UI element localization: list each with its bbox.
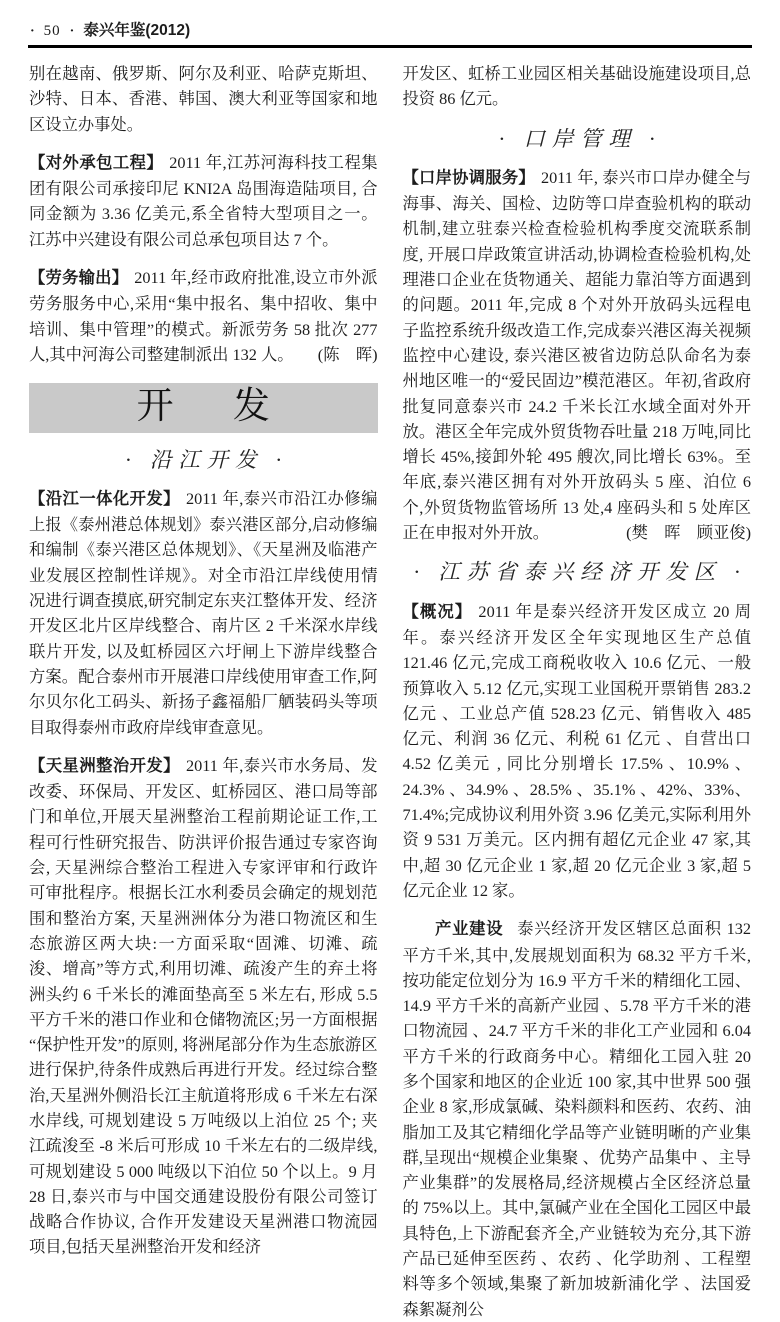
entry-riverside-integration-text: 2011 年,泰兴市沿江办修编上报《泰州港总体规划》泰兴港区部分,启动修编和编制《泰兴港区总体规划》、《天星洲及临港产业发展区控制性详规》。对全市沿江岸线使用情况进行调查摸底,研究制定东夹江整体开发、经济开发区北片区岸线整合、南片区 2 千米深水岸线联片开发, 以及虹桥园区六圩闸上下游岸线整合方案。配合泰州市开展港口岸线使用审查工作,阿尔贝尔化工码头、新扬子鑫福船厂舾装码头等项目取得泰州市政府岸线审查意见。 [29,488,378,737]
section-title-devzone: · 江苏省泰兴经济开发区 · [413,560,747,585]
right-column [403,61,752,1322]
entry-overview-label: 【概况】 [402,602,473,621]
entry-port-coordination [403,165,752,545]
section-title-port-management: · 口岸管理 · [498,126,662,151]
two-column-body [26,48,754,1322]
entry-tianxingzhou-text: 2011 年,泰兴市水务局、发改委、环保局、开发区、虹桥园区、港口局等部门和单位,开展天星洲整治工程前期论证工作,工程可行性研究报告、防洪评价报告通过专家咨询会, 天星洲综合整治工程进入专家评审和行政许可审批程序。根据长江水利委员会确定的规划范围和整治方案, 天星洲洲体分为港口物流区和生态旅游区两大块:一方面采取“固滩、切滩、疏浚、增高”等方式,利用切滩、疏浚产生的弃土将洲头约 6 千米长的滩面垫高至 5 米左右, 形成 5.5 平方千米的港口作业和仓储物流区;另一方面根据“保护性开发”的原则, 将洲尾部分作为生态旅游区进行保护,待条件成熟后再进行开发。经过综合整治,天星洲外侧沿长江主航道将形成 6 千米左右深水岸线, 可规划建设 5 万吨级以上泊位 25 个; 夹江疏浚至 -8 米后可形成 10 千米左右的二级岸线,可规划建设 5 000 吨级以下泊位 50 个以上。9 月 28 日,泰兴市与中国交通建设股份有限公司签订战略合作协议, 合作开发建设天星洲港口物流园项目,包括天星洲整治开发和经济 [29,755,378,1257]
byline-chen-hui: (陈 晖) [317,344,378,364]
page-header [26,10,754,45]
entry-industry-text: 泰兴经济开发区辖区总面积 132 平方千米,其中,发展规划面积为 68.32 平方千米,按功能定位划分为 16.9 平方千米的精细化工园、14.9 平方千米的高新产业园 、5.78 平方千米的港口物流园 、24.7 平方千米的非化工产业园和 6.04 平方千米的行政商务中心。精细化工园入驻 20 多个国家和地区的企业近 100 家,其中世界 500 强企业 8 家,形成氯碱、染料颜料和医药、农药、油脂加工及其它精细化学品等产业链明晰的产业集群,呈现出“规模企业集聚 、优势产品集中 、主导产业集群”的发展格局,经济规模占全区经济总量的 75%以上。其中,氯碱产业在全国化工园区中最具特色,上下游配套齐全,产业链较为充分,其下游产品已延伸至医药 、农药 、化学助剂 、工程塑料等多个领域,集聚了新加坡新浦化学 、法国爱森絮凝剂公 [402,919,751,1319]
header-bullet-left: · [30,24,35,39]
book-title: 泰兴年鉴(2012) [83,22,191,39]
entry-foreign-contract [29,150,378,252]
chapter-banner-kaifa: 开发 [29,383,378,432]
header-bullet-right: · [69,24,75,39]
entry-labor-export-text: 2011 年,经市政府批准,设立市外派劳务服务中心,采用“集中报名、集中招收、集中培训、集中管理”的模式。新派劳务 58 批次 277 人,其中河海公司整建制派出 132 人。 [29,268,378,364]
entry-port-coordination-text: 2011 年, 泰兴市口岸办健全与海事、海关、国检、边防等口岸查验机构的联动机制,建立驻泰兴检查检验机构季度交流联系制度, 开展口岸政策宣讲活动,协调检查检验机构,处理港口企业在货物通关、超能力靠泊等方面遇到的问题。2011 年,完成 8 个对外开放码头远程电子监控系统升级改造工作,完成泰兴港区海关视频监控中心建设, 泰兴港区被省边防总队命名为泰州地区唯一的“爱民固边”模范港区。年初,省政府批复同意泰兴市 24.2 千米长江水域全面对外开放。港区全年完成外贸货物吞吐量 218 万吨,同比增长 45%,接卸外轮 495 艘次,同比增长 63%。至年底,泰兴港区拥有对外开放码头 5 座、泊位 6 个,外贸货物监管场所 13 处,4 座码头和 5 处库区正在申报对外开放。 [402,167,751,543]
entry-foreign-contract-text: 2011 年,江苏河海科技工程集团有限公司承接印尼 KNI2A 岛围海造陆项目, 合同金额为 3.36 亿美元,系全省特大型项目之一。江苏中兴建设有限公司总承包项目达 7 个。 [29,152,378,249]
entry-industry-label: 产业建设 [435,920,504,939]
entry-labor-export-label: 【劳务输出】 [29,269,129,288]
section-title-riverside: · 沿江开发 · [125,447,288,472]
entry-industry [403,916,752,1322]
byline-fan-hui-gu-yajun: (樊 晖 顾亚俊) [626,523,751,543]
entry-foreign-contract-label: 【对外承包工程】 [29,153,164,172]
entry-tianxingzhou-label: 【天星洲整治开发】 [29,756,180,775]
entry-overview-text: 2011 年是泰兴经济开发区成立 20 周年。泰兴经济开发区全年实现地区生产总值 121.46 亿元,完成工商税收收入 10.6 亿元、一般预算收入 5.12 亿元,实现工业国税开票销售 283.2 亿元 、工业总产值 528.23 亿元、销售收入 485 亿元、利润 36 亿元、利税 61 亿元 、自营出口 4.52 亿美元 , 同比分别增长 17.5% 、10.9% 、24.3% 、34.9% 、28.5% 、35.1% 、42%、33%、71.4%;完成协议利用外资 3.96 亿美元,实际利用外资 9 531 万美元。区内拥有超亿元企业 47 家,其中,超 30 亿元企业 1 家,超 20 亿元企业 3 家,超 5亿元企业 12 家。 [402,601,751,900]
left-column [29,61,378,1322]
entry-tianxingzhou [29,753,378,1260]
entry-port-coordination-label: 【口岸协调服务】 [402,168,535,187]
page-number: 50 [43,23,61,39]
continued-paragraph: 别在越南、俄罗斯、阿尔及利亚、哈萨克斯坦、沙特、日本、香港、韩国、澳大利亚等国家和地区设立办事处。 [29,64,378,134]
continued-paragraph-right: 开发区、虹桥工业园区相关基础设施建设项目,总投资 86 亿元。 [402,64,751,109]
entry-overview [403,599,752,904]
entry-riverside-integration-label: 【沿江一体化开发】 [29,489,180,508]
entry-riverside-integration [29,486,378,740]
entry-labor-export [29,265,378,367]
